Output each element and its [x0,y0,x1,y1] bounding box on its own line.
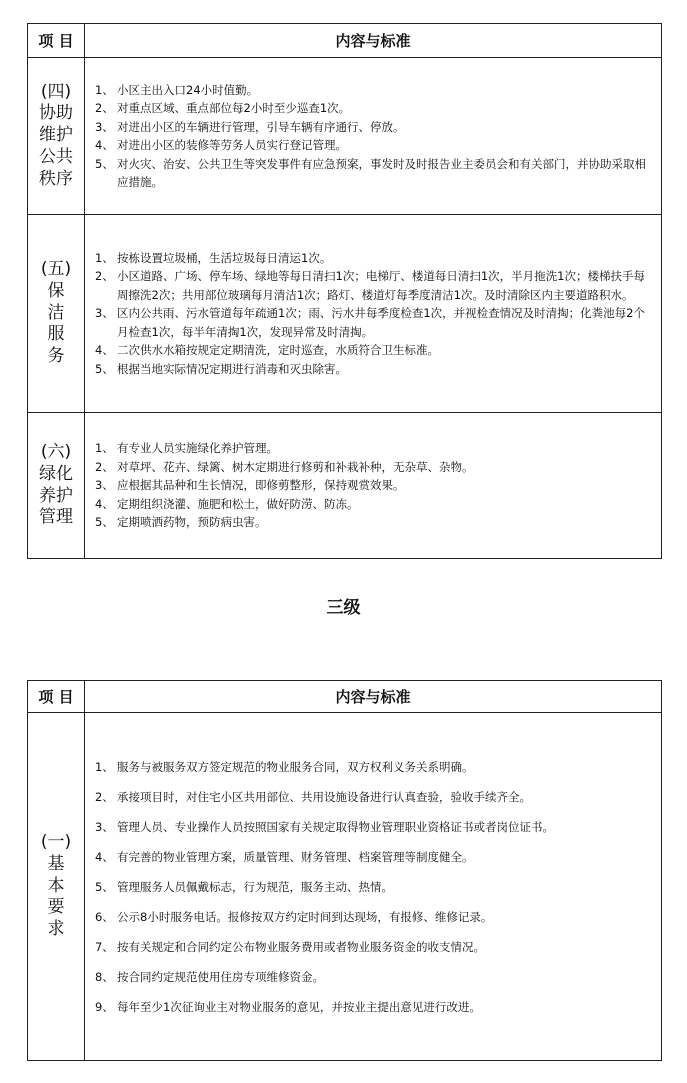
list-item: 1、 按栋设置垃圾桶，生活垃圾每日清运1次。 [95,250,332,265]
row-label-order: (四) 协助 维护 公共 秩序 [28,58,85,215]
list-item: 2、 对重点区域、重点部位每2小时至少巡查1次。 [95,101,351,115]
list-item: 1、 小区主出入口24小时值勤。 [95,82,259,97]
row-items [85,58,662,215]
list-item: 5、 根据当地实际情况定期进行消毒和灭虫除害。 [95,361,347,376]
list-item: 3、 对进出小区的车辆进行管理，引导车辆有序通行、停放。 [95,119,405,134]
row-label-cleaning: (五) 保 洁 服 务 [28,215,85,413]
header-content-standard: 内容与标准 [85,681,662,713]
list-item: 4、 对进出小区的装修等劳务人员实行登记管理。 [95,138,347,152]
list-item: 6、 公示8小时服务电话。报修按双方约定时间到达现场，有报修、维修记录。 [95,909,493,924]
list-item: 4、 二次供水水箱按规定定期清洗，定时巡查，水质符合卫生标准。 [95,343,439,358]
list-item: 2、 对草坪、花卉、绿篱、树木定期进行修剪和补栽补种，无杂草、杂物。 [95,459,474,474]
list-item: 5、 定期喷洒药物，预防病虫害。 [95,515,267,530]
list-item: 4、 有完善的物业管理方案，质量管理、财务管理、档案管理等制度健全。 [95,849,474,864]
list-item: 5、 对火灾、治安、公共卫生等突发事件有应急预案，事发时及时报告业主委员会和有关部门，并协助采取相应措施。 [95,156,646,189]
standards-table-lower [27,680,662,1061]
list-item: 2、 小区道路、广场、停车场、绿地等每日清扫1次；电梯厅、楼道每日清扫1次，半月拖洗1次；楼梯扶手每周擦洗2次；共用部位玻璃每月清洁1次；路灯、楼道灯每季度清洁1次。及时清除区内主要道路积水。 [95,269,645,302]
list-item: 5、 管理服务人员佩戴标志，行为规范，服务主动、热情。 [95,879,393,894]
header-content-standard: 内容与标准 [85,24,662,58]
list-item: 1、 服务与被服务双方签定规范的物业服务合同，双方权利义务关系明确。 [95,759,474,774]
row-items [85,713,662,1061]
section-title-level-three: 三级 [326,598,361,618]
list-item: 3、 管理人员、专业操作人员按照国家有关规定取得物业管理职业资格证书或者岗位证书。 [95,819,554,834]
table-row [28,413,662,559]
list-item: 4、 定期组织浇灌、施肥和松土，做好防涝、防冻。 [95,496,359,511]
table-header-row [28,681,662,713]
table-row [28,215,662,413]
table-header-row [28,24,662,58]
list-item: 3、 应根据其品种和生长情况，即修剪整形，保持观赏效果。 [95,478,405,493]
list-item: 8、 按合同约定规范使用住房专项维修资金。 [95,969,324,984]
list-item: 2、 承接项目时，对住宅小区共用部位、共用设施设备进行认真查验，验收手续齐全。 [95,789,531,804]
header-project: 项 目 [28,24,85,58]
row-label-greening: (六) 绿化 养护 管理 [28,413,85,559]
row-items [85,215,662,413]
table-row [28,713,662,1061]
table-row [28,58,662,215]
row-label-basic-requirements: (一) 基 本 要 求 [28,713,85,1061]
list-item: 9、 每年至少1次征询业主对物业服务的意见，并按业主提出意见进行改进。 [95,999,481,1014]
list-item: 7、 按有关规定和合同约定公布物业服务费用或者物业服务资金的收支情况。 [95,939,485,954]
list-item: 1、 有专业人员实施绿化养护管理。 [95,441,278,456]
row-items [85,413,662,559]
header-project: 项 目 [28,681,85,713]
list-item: 3、 区内公共雨、污水管道每年疏通1次；雨、污水井每季度检查1次，并视检查情况及时清掏；化粪池每2个月检查1次，每半年清掏1次，发现异常及时清掏。 [95,306,645,339]
standards-table-upper [27,23,662,559]
